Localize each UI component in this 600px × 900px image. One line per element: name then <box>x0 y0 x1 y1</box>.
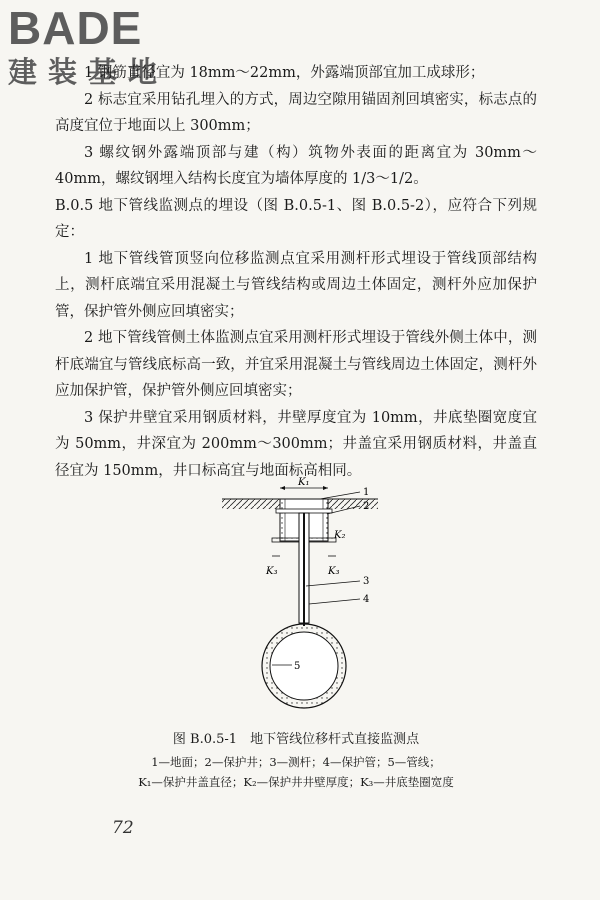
figure-b051-diagram <box>200 476 400 721</box>
ground-hatch-left <box>222 499 280 509</box>
callout-1: 1 <box>363 487 370 498</box>
figure-legend-2: K₁—保护井盖直径；K₂—保护井井壁厚度；K₃—井底垫圈宽度 <box>138 775 454 789</box>
pipeline-inner <box>270 632 338 700</box>
paragraph-3: 3 螺纹钢外露端顶部与建（构）筑物外表面的距离宜为 30mm～40mm，螺纹钢埋入结构长度宜为墙体厚度的 1/3～1/2。 <box>55 144 537 187</box>
body-text <box>55 60 537 484</box>
paragraph-5: 2 地下管线管侧土体监测点宜采用测杆形式埋设于管线外侧土体中，测杆底端宜与管线底标高一致，并宜采用混凝土与管线周边土体固定，测杆外应加保护管，保护管外侧应回填密实； <box>55 330 537 399</box>
leader-3 <box>306 581 360 586</box>
leader-1 <box>320 492 360 499</box>
figure-caption: 图 B.0.5-1 地下管线位移杆式直接监测点 <box>172 732 420 747</box>
k1-label: K₁ <box>298 477 310 488</box>
paragraph-4: 1 地下管线管顶竖向位移监测点宜采用测杆形式埋设于管线顶部结构上，测杆底端宜采用混凝土与管线结构或周边土体固定，测杆外应加保护管，保护管外侧应回填密实； <box>55 250 537 320</box>
k3-right-label: K₃ <box>328 566 340 577</box>
well-wall-right <box>323 499 328 541</box>
section-b05-heading: B.0.5 地下管线监测点的埋设（图 B.0.5-1、图 B.0.5-2），应符合下列规定： <box>55 197 537 240</box>
k2-label: K₂ <box>334 530 346 541</box>
diagram-svg <box>200 476 400 721</box>
leader-4 <box>309 599 360 604</box>
callout-4: 4 <box>363 594 370 605</box>
well-cover <box>276 509 332 513</box>
logo-chinese: 建装基地 <box>8 55 169 89</box>
callout-5: 5 <box>294 661 301 672</box>
k3-left-label: K₃ <box>266 566 278 577</box>
callout-2: 2 <box>363 501 370 512</box>
paragraph-6: 3 保护井壁宜采用钢质材料，井壁厚度宜为 10mm，井底垫圈宽度宜为 50mm，井深宜为 200mm～300mm；井盖宜采用钢质材料，井盖直径宜为 150mm，井口标高宜与地面标高相同。 <box>55 409 537 479</box>
callout-3: 3 <box>363 576 370 587</box>
page-number: 72 <box>112 818 134 838</box>
logo-brand: BADE <box>8 2 143 54</box>
paragraph-1: 1 钢筋直径宜为 18mm～22mm，外露端顶部宜加工成球形； <box>84 65 485 81</box>
figure-legend-1: 1—地面；2—保护井；3—测杆；4—保护管；5—管线； <box>151 755 441 769</box>
paragraph-2: 2 标志宜采用钻孔埋入的方式，周边空隙用锚固剂回填密实，标志点的高度宜位于地面以上 300mm； <box>55 91 537 134</box>
well-wall-left <box>280 499 285 541</box>
